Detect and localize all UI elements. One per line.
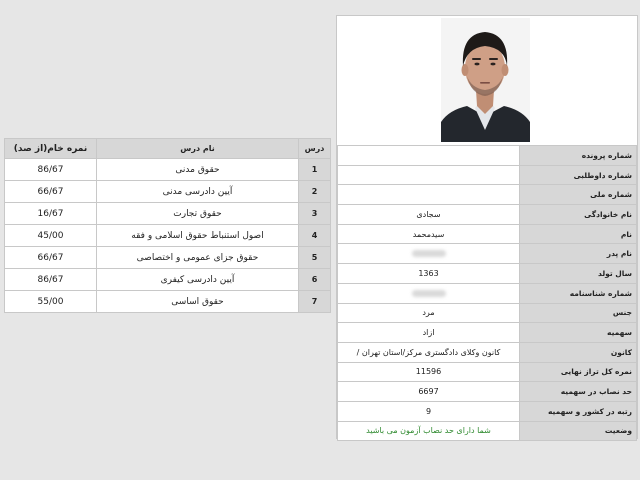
course-num-cell: 1 xyxy=(299,159,331,181)
info-row-father-name xyxy=(338,244,637,264)
info-row-gender xyxy=(338,303,637,323)
status-value: شما دارای حد نصاب آزمون می باشید xyxy=(338,421,520,441)
course-num-cell: 7 xyxy=(299,291,331,313)
info-value: / کانون وکلای دادگستری مرکز/استان تهران xyxy=(338,342,520,362)
table-row xyxy=(5,269,331,291)
info-row-first-name xyxy=(338,224,637,244)
info-value: سیدمحمد xyxy=(338,224,520,244)
info-label: سهمیه xyxy=(520,323,637,343)
info-value: 6697 xyxy=(338,382,520,402)
info-value: ازاد xyxy=(338,323,520,343)
info-label: شماره ملی xyxy=(520,185,637,205)
info-value xyxy=(338,185,520,205)
course-num-cell: 5 xyxy=(299,247,331,269)
info-row-national-id xyxy=(338,185,637,205)
info-row-final-score xyxy=(338,362,637,382)
course-name-cell: اصول استنباط حقوق اسلامی و فقه xyxy=(97,225,299,247)
info-label: حد نصاب در سهمیه xyxy=(520,382,637,402)
score-cell: 55/00 xyxy=(5,291,97,313)
info-label: جنس xyxy=(520,303,637,323)
scores-table xyxy=(4,138,331,313)
table-row xyxy=(5,225,331,247)
redacted-value xyxy=(412,250,446,257)
score-cell: 66/67 xyxy=(5,247,97,269)
info-value xyxy=(338,244,520,264)
course-name-cell: حقوق اساسی xyxy=(97,291,299,313)
profile-panel xyxy=(336,15,638,439)
header-course-name: نام درس xyxy=(97,139,299,159)
table-row xyxy=(5,203,331,225)
table-row xyxy=(5,291,331,313)
course-num-cell: 3 xyxy=(299,203,331,225)
info-label: نام پدر xyxy=(520,244,637,264)
course-num-cell: 6 xyxy=(299,269,331,291)
info-row-file-number xyxy=(338,146,637,166)
info-row-status xyxy=(338,421,637,441)
score-cell: 16/67 xyxy=(5,203,97,225)
info-row-quota-threshold xyxy=(338,382,637,402)
redacted-value xyxy=(412,290,446,297)
info-value: سجادی xyxy=(338,205,520,225)
info-value: 1363 xyxy=(338,264,520,284)
info-row-rank xyxy=(338,401,637,421)
info-label: سال تولد xyxy=(520,264,637,284)
info-label: شماره پرونده xyxy=(520,146,637,166)
table-row xyxy=(5,181,331,203)
scores-header-row xyxy=(5,139,331,159)
course-name-cell: حقوق تجارت xyxy=(97,203,299,225)
info-row-candidate-number xyxy=(338,165,637,185)
info-row-birth-year xyxy=(338,264,637,284)
info-value: 11596 xyxy=(338,362,520,382)
info-value xyxy=(338,165,520,185)
score-cell: 45/00 xyxy=(5,225,97,247)
info-label: نام xyxy=(520,224,637,244)
header-course-num: درس xyxy=(299,139,331,159)
info-row-quota xyxy=(338,323,637,343)
course-name-cell: آیین دادرسی مدنی xyxy=(97,181,299,203)
info-label: شماره شناسنامه xyxy=(520,283,637,303)
table-row xyxy=(5,247,331,269)
info-label: رتبه در کشور و سهمیه xyxy=(520,401,637,421)
course-name-cell: حقوق جزای عمومی و اختصاصی xyxy=(97,247,299,269)
table-row xyxy=(5,159,331,181)
course-name-cell: آیین دادرسی کیفری xyxy=(97,269,299,291)
info-value: مرد xyxy=(338,303,520,323)
info-value: 9 xyxy=(338,401,520,421)
info-label: نام خانوادگی xyxy=(520,205,637,225)
info-label: شماره داوطلبی xyxy=(520,165,637,185)
candidate-info-table xyxy=(337,145,637,441)
info-value xyxy=(338,146,520,166)
candidate-photo xyxy=(441,18,530,142)
info-label: وضعیت xyxy=(520,421,637,441)
course-num-cell: 2 xyxy=(299,181,331,203)
info-value xyxy=(338,283,520,303)
score-cell: 86/67 xyxy=(5,269,97,291)
info-row-bar-association xyxy=(338,342,637,362)
header-score: نمره خام(از صد) xyxy=(5,139,97,159)
info-row-id-number xyxy=(338,283,637,303)
info-label: کانون xyxy=(520,342,637,362)
course-num-cell: 4 xyxy=(299,225,331,247)
score-cell: 66/67 xyxy=(5,181,97,203)
score-cell: 86/67 xyxy=(5,159,97,181)
info-label: نمره کل تراز نهایی xyxy=(520,362,637,382)
course-name-cell: حقوق مدنی xyxy=(97,159,299,181)
info-row-last-name xyxy=(338,205,637,225)
